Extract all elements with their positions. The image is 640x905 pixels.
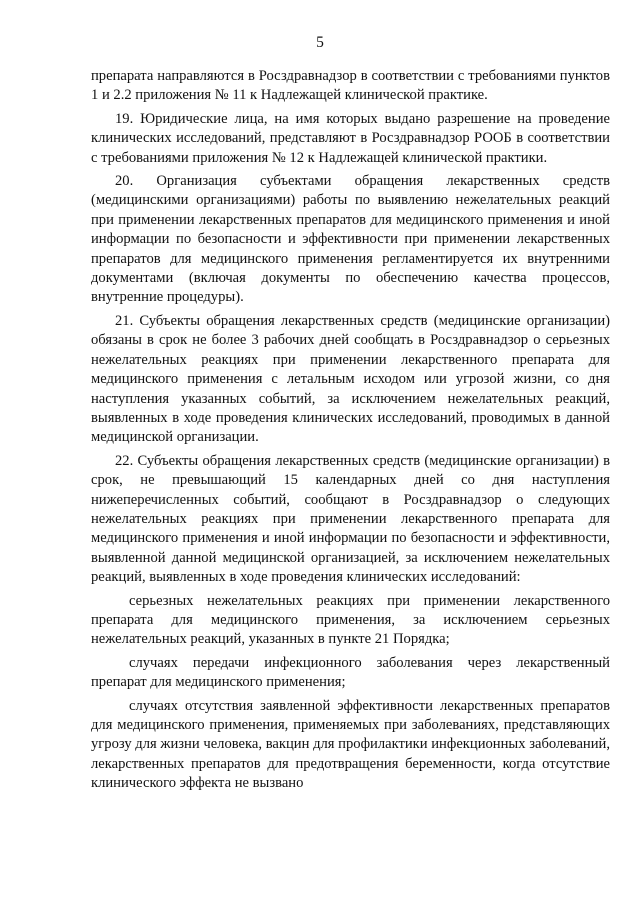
list-item-infection-transmission: случаях передачи инфекционного заболевания через лекарственный препарат для медицинского применения;: [91, 654, 610, 691]
list-item-lack-of-efficacy: случаях отсутствия заявленной эффективности лекарственных препаратов для медицинского применения, применяемых при заболеваниях, представляющих угрозу для жизни человека, вакцин для профилактики инфекционных заболеваний, лекарственных препаратов для предотвращения беременности, когда отсутствие клинического эффекта не вызвано: [91, 697, 610, 792]
document-body: [91, 67, 610, 794]
paragraph-continuation: препарата направляются в Росздравнадзор в соответствии с требованиями пунктов 1 и 2.2 приложения № 11 к Надлежащей клинической практике.: [91, 68, 610, 104]
paragraph-19: 19. Юридические лица, на имя которых выдано разрешение на проведение клинических исследований, представляют в Росздравнадзор РООБ в соответствии с требованиями приложения № 12 к Надлежащей клинической практики.: [91, 110, 610, 166]
paragraph-20: 20. Организация субъектами обращения лекарственных средств (медицинскими организациями) работы по выявлению нежелательных реакций при применении лекарственных препаратов для медицинского применения и иной информации по безопасности и эффективности при применении лекарственных препаратов для медицинского применения регламентируется их внутренними документами (включая документы по обеспечению качества процессов, внутренние процедуры).: [91, 173, 610, 306]
paragraph-21: 21. Субъекты обращения лекарственных средств (медицинские организации) обязаны в срок не более 3 рабочих дней сообщать в Росздравнадзор о серьезных нежелательных реакциях при применении лекарственного препарата для медицинского применения с летальным исходом или угрозой жизни, со дня наступления указанных событий, за исключением нежелательных реакций, выявленных в ходе проведения клинических исследований, проводимых в данной медицинской организации.: [91, 312, 610, 446]
page-number: 5: [316, 34, 324, 51]
paragraph-22: 22. Субъекты обращения лекарственных средств (медицинские организации) в срок, не превышающий 15 календарных дней со дня наступления нижеперечисленных событий, сообщают в Росздравнадзор о следующих нежелательных реакциях при применении лекарственного препарата для медицинского применения и иной информации по безопасности и эффективности, выявленной данной медицинской организацией, за исключением нежелательных реакций, выявленных в ходе проведения клинических исследований:: [91, 452, 610, 586]
list-item-serious-reactions: серьезных нежелательных реакциях при применении лекарственного препарата для медицинского применения, за исключением серьезных нежелательных реакций, указанных в пункте 21 Порядка;: [91, 592, 610, 648]
